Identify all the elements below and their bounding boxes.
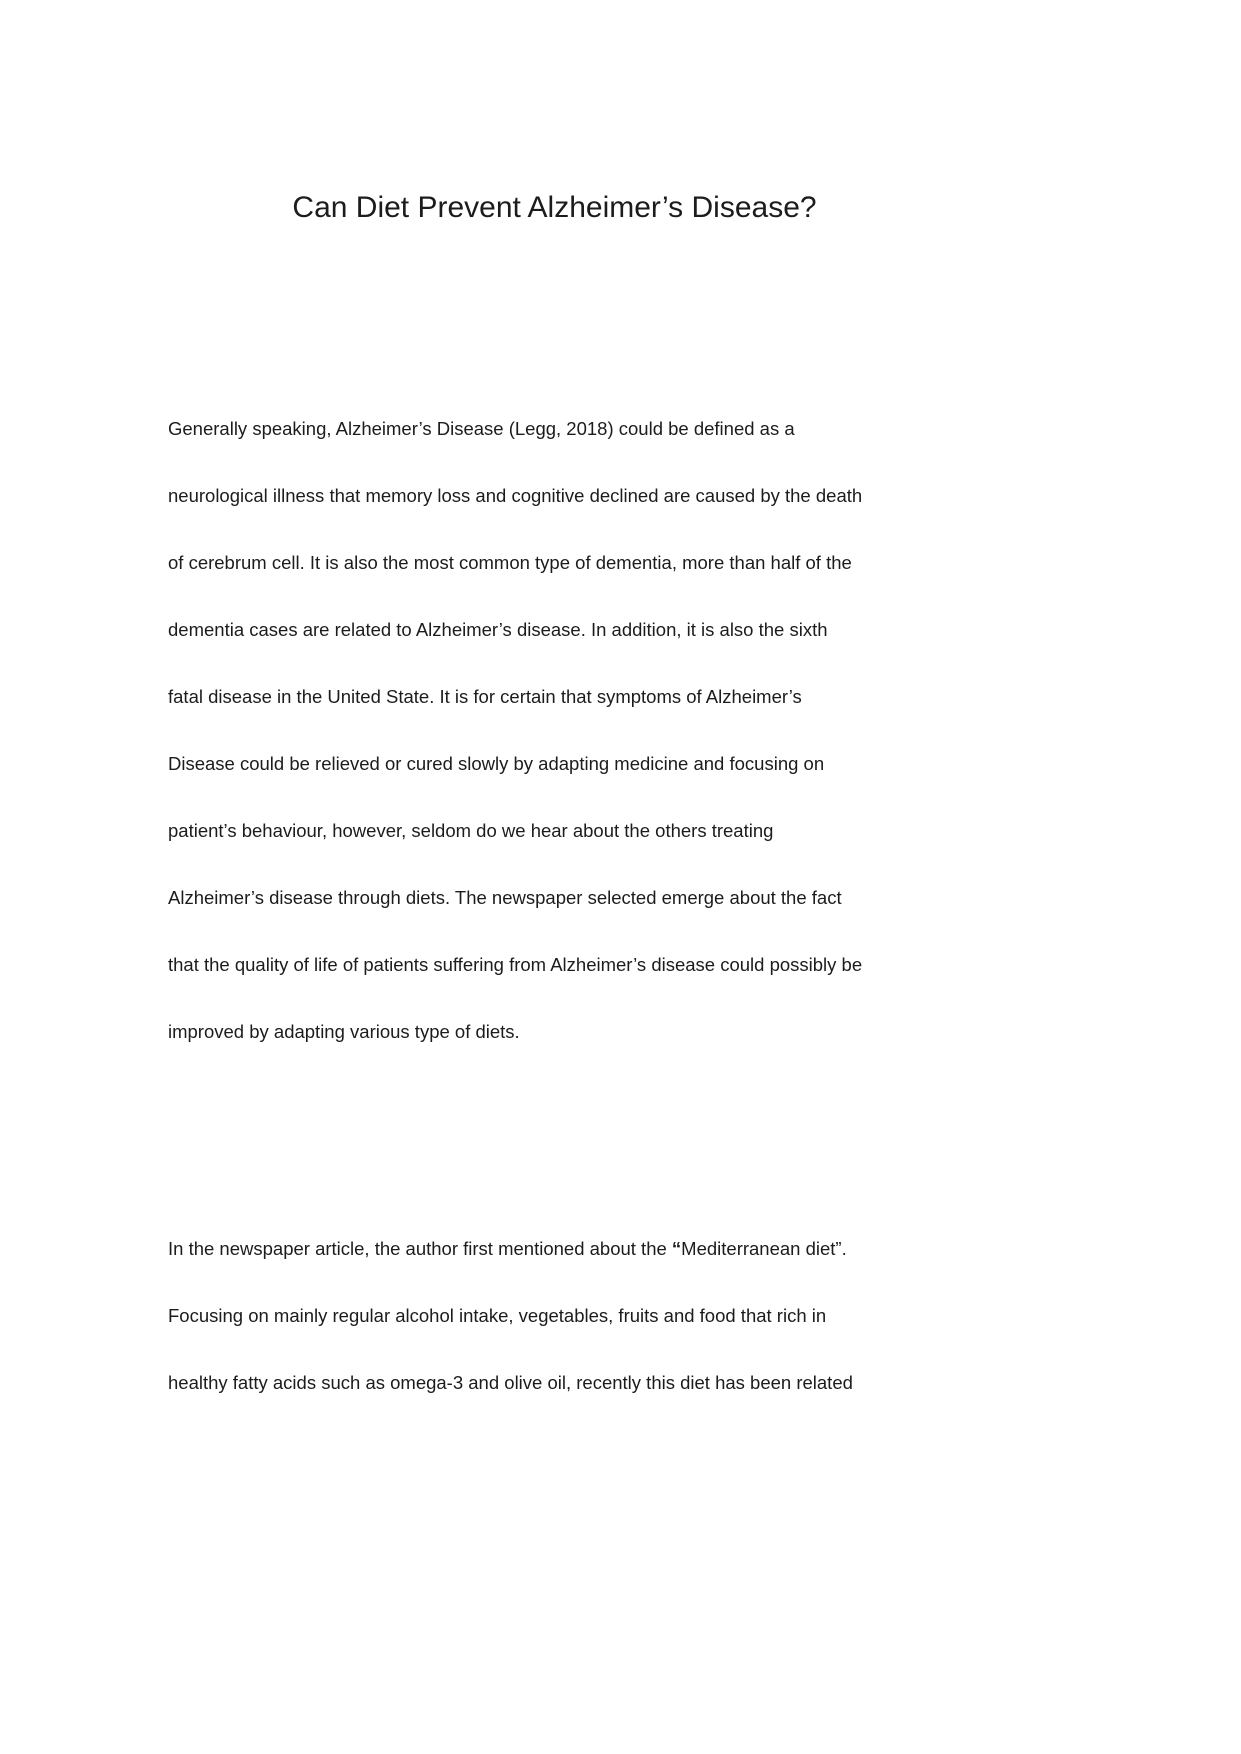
text-line [168, 462, 958, 529]
text-segment: Generally speaking, Alzheimer’s Disease (Legg, 2018) could be defined as a [168, 418, 795, 439]
text-segment: healthy fatty acids such as omega-3 and olive oil, recently this diet has been related [168, 1372, 853, 1393]
text-line [168, 864, 958, 931]
text-segment: patient’s behaviour, however, seldom do we hear about the others treating [168, 820, 774, 841]
text-line [168, 529, 958, 596]
text-line [168, 395, 958, 462]
text-line [168, 998, 958, 1065]
text-line [168, 596, 958, 663]
text-line [168, 1215, 958, 1282]
text-line [168, 663, 958, 730]
text-segment: Alzheimer’s disease through diets. The newspaper selected emerge about the fact [168, 887, 842, 908]
paragraph-1 [168, 395, 958, 1065]
text-segment: Disease could be relieved or cured slowly by adapting medicine and focusing on [168, 753, 825, 774]
document-body [168, 395, 958, 1416]
text-line [168, 1349, 958, 1416]
text-segment: of cerebrum cell. It is also the most common type of dementia, more than half of the [168, 552, 852, 573]
text-segment: Focusing on mainly regular alcohol intake, vegetables, fruits and food that rich in [168, 1305, 827, 1326]
text-line [168, 931, 958, 998]
text-segment-bold: “ [671, 1238, 682, 1259]
text-line [168, 797, 958, 864]
text-line [168, 730, 958, 797]
text-segment: In the newspaper article, the author first mentioned about the [168, 1238, 672, 1259]
text-segment: Mediterranean diet”. [681, 1238, 847, 1259]
document-title: Can Diet Prevent Alzheimer’s Disease? [292, 191, 817, 224]
text-segment: improved by adapting various type of diets. [168, 1021, 520, 1042]
text-segment: neurological illness that memory loss and cognitive declined are caused by the death [168, 485, 863, 506]
paragraph-2 [168, 1215, 958, 1416]
text-line [168, 1282, 958, 1349]
text-segment: fatal disease in the United State. It is for certain that symptoms of Alzheimer’s [168, 686, 802, 707]
text-segment: that the quality of life of patients suffering from Alzheimer’s disease could possibly be [168, 954, 863, 975]
text-segment: dementia cases are related to Alzheimer’s disease. In addition, it is also the sixth [168, 619, 828, 640]
